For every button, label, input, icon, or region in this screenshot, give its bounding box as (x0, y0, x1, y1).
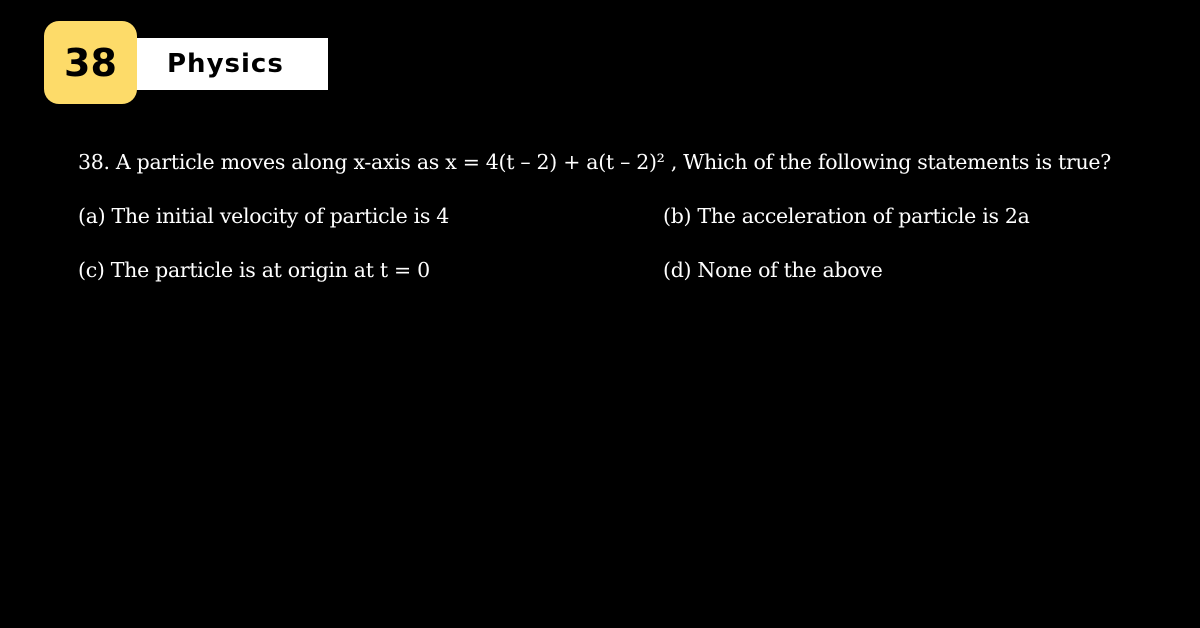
subject-label (122, 38, 328, 90)
option-a: (a) The initial velocity of particle is 4 (78, 204, 450, 228)
option-b: (b) The acceleration of particle is 2a (663, 204, 1030, 228)
option-d: (d) None of the above (663, 258, 883, 282)
question-number-badge (44, 21, 137, 104)
question-number: 38 (64, 40, 117, 85)
option-c: (c) The particle is at origin at t = 0 (78, 258, 430, 282)
question-text: 38. A particle moves along x-axis as x = 4(t – 2) + a(t – 2)² , Which of the following statements is true? (78, 150, 1111, 174)
subject-text: Physics (167, 49, 284, 79)
